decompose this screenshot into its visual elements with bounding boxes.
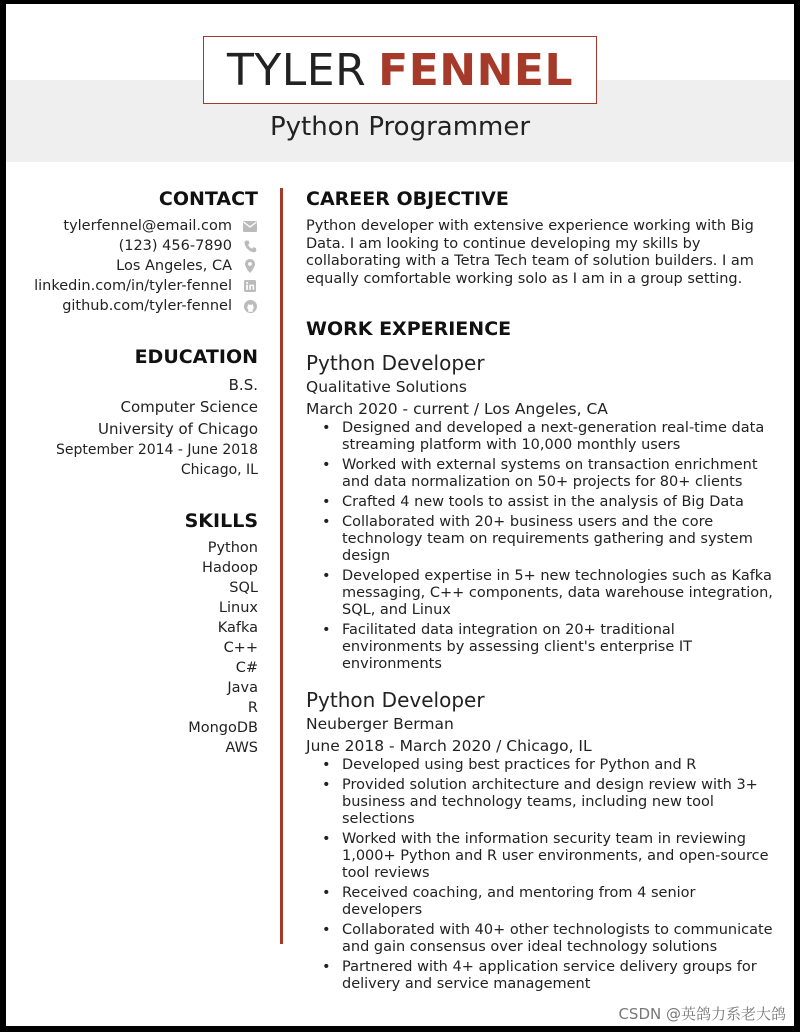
contact-email[interactable] [20,216,258,236]
education-major: Computer Science [120,398,258,416]
contact-linkedin-text[interactable]: linkedin.com/in/tyler-fennel [34,278,232,294]
location-pin-icon [242,259,258,273]
name-box [203,36,597,104]
github-icon [242,299,258,313]
job-bullet: • Provided solution architecture and design review with 3+ business and technology teams, including new tool selections [342,777,776,828]
skill-item: C# [235,660,258,676]
job-bullet: • Crafted 4 new tools to assist in the analysis of Big Data [342,494,776,511]
first-name: TYLER [227,44,367,96]
contact-linkedin[interactable] [20,276,258,296]
job-bullet: • Facilitated data integration on 20+ traditional environments by assessing client's enterprise IT environments [342,622,776,673]
contact-phone-text[interactable]: (123) 456-7890 [118,238,232,254]
skill-item: Kafka [217,620,258,636]
job-bullet: • Partnered with 4+ application service delivery groups for delivery and service management [342,959,776,993]
job-bullet: • Collaborated with 20+ business users and the core technology team on requirements gathering and system design [342,514,776,565]
work-heading: WORK EXPERIENCE [306,318,512,340]
skill-item: Python [207,540,258,556]
job-bullets [306,420,776,673]
contact-heading: CONTACT [158,188,258,210]
contact-location-text: Los Angeles, CA [116,258,232,274]
skill-item: C++ [223,640,258,656]
job-entry [306,687,776,993]
education-school: University of Chicago [98,420,258,438]
job-dates: March 2020 - current / Los Angeles, CA [306,400,608,418]
education-dates: September 2014 - June 2018 [56,442,258,458]
job-company: Qualitative Solutions [306,378,467,396]
contact-github[interactable] [20,296,258,316]
job-position: Python Developer [306,351,485,375]
contact-github-text[interactable]: github.com/tyler-fennel [62,298,232,314]
column-divider [280,188,283,944]
objective-heading: CAREER OBJECTIVE [306,188,509,210]
job-position: Python Developer [306,688,485,712]
job-entry [306,350,776,673]
skill-item: AWS [225,740,258,756]
education-degree: B.S. [228,376,258,394]
skills-heading: SKILLS [184,510,258,532]
last-name: FENNEL [378,44,573,96]
job-bullet: • Designed and developed a next-generation real-time data streaming platform with 10,000 monthly users [342,420,776,454]
linkedin-icon [242,279,258,293]
job-company: Neuberger Berman [306,715,454,733]
objective-text: Python developer with extensive experience working with Big Data. I am looking to continue developing my skills by collaborating with a Tetra Tech team of solution builders. I am equally comfortable working solo as I am in a group setting. [306,218,754,287]
job-bullets [306,757,776,993]
contact-phone[interactable] [20,236,258,256]
job-bullet: • Worked with external systems on transaction enrichment and data normalization on 50+ projects for 80+ clients [342,457,776,491]
contact-list [20,216,258,316]
job-bullet: • Received coaching, and mentoring from 4 senior developers [342,885,776,919]
envelope-icon [242,219,258,233]
job-bullet: • Collaborated with 40+ other technologists to communicate and gain consensus over ideal technology solutions [342,922,776,956]
education-heading: EDUCATION [134,346,258,368]
job-title: Python Programmer [269,112,531,142]
skill-item: Java [227,680,258,696]
job-dates: June 2018 - March 2020 / Chicago, IL [306,737,592,755]
phone-icon [242,239,258,253]
contact-location [20,256,258,276]
contact-email-text[interactable]: tylerfennel@email.com [63,218,232,234]
skill-item: Linux [218,600,258,616]
watermark: CSDN @英鸽力系老大鸽 [618,1005,786,1023]
skill-item: SQL [229,580,258,596]
job-bullet: • Developed using best practices for Python and R [342,757,776,774]
skill-item: R [247,700,258,716]
education-section [20,344,258,480]
left-column [20,186,258,756]
skill-item: MongoDB [188,720,258,736]
job-bullet: • Developed expertise in 5+ new technologies such as Kafka messaging, C++ components, data warehouse integration, SQL, and Linux [342,568,776,619]
job-bullet: • Worked with the information security team in reviewing 1,000+ Python and R user environments, and open-source tool reviews [342,831,776,882]
skills-list [20,538,258,758]
education-location: Chicago, IL [180,462,258,478]
right-column [306,186,776,996]
skills-section [20,508,258,758]
skill-item: Hadoop [202,560,258,576]
